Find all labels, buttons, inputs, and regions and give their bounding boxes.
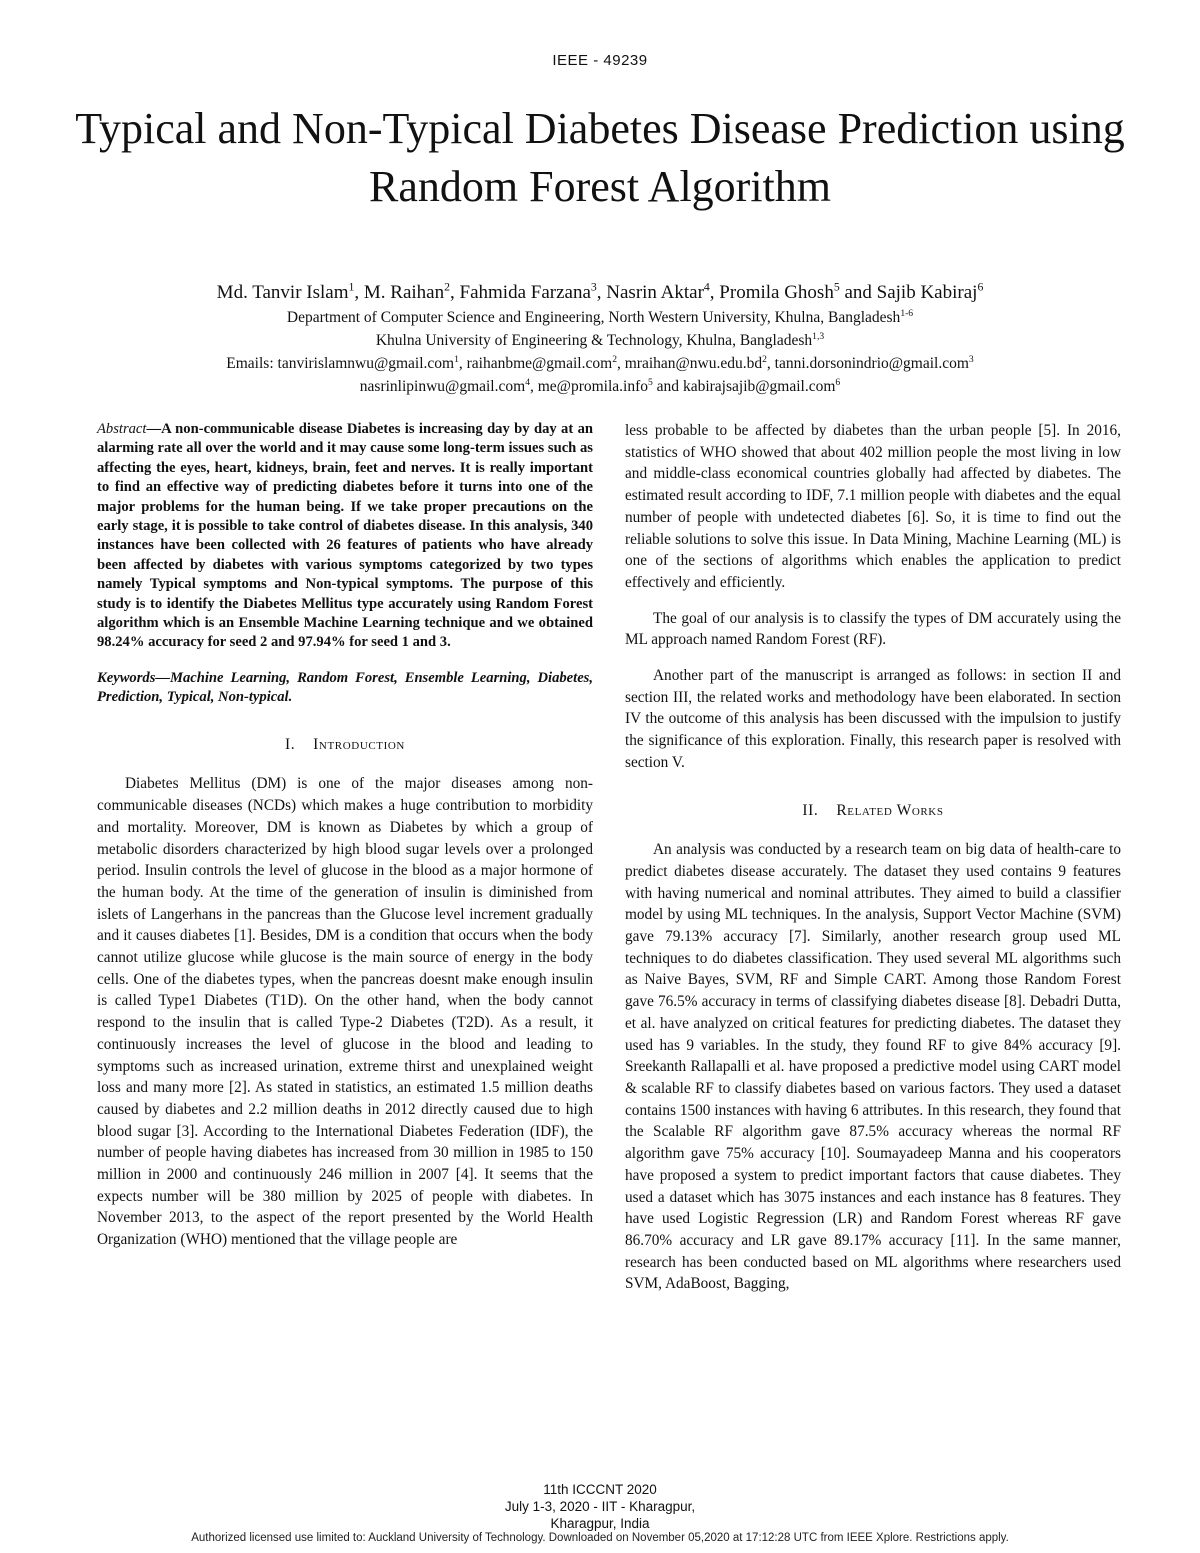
author-index: 1 (348, 280, 355, 294)
keywords (97, 669, 593, 708)
email-index: 1 (454, 353, 459, 365)
section-title: Introduction (313, 735, 405, 753)
email-line-1: Emails: tanvirislamnwu@gmail.com$^1$, raihanbme@gmail.com$^2$, $mraihan@nwu.edu.bd^2$, tanni.dorsonindrio@gmail.com$^3$ (226, 353, 974, 372)
abstract-text: —A non-communicable disease Diabetes is increasing day by day at an alarming rate all over the world and it may cause some long-term issues such as affecting the eyes, heart, kidneys, brain, feet and nerves. It is really important to find an effective way of predicting diabetes before it turns into one of the major problems for the human being. If we take proper precautions on the early stage, it is possible to take control of diabetes disease. In this analysis, 340 instances have been collected with 26 features of patients who have already been affected by diabetes with various symptoms categorized by two types namely Typical symptoms and Non-typical symptoms. The purpose of this study is to identify the Diabetes Mellitus type accurately using Random Forest algorithm which is an Ensemble Machine Learning technique and we obtained 98.24% accuracy for seed 2 and 97.94% for seed 1 and 3. (97, 421, 593, 651)
keywords-lead: Keywords (97, 669, 156, 686)
email-address: mraihan@nwu.edu.bd (624, 355, 763, 372)
right-column (625, 420, 1121, 1309)
email-index: 2 (762, 353, 767, 365)
abstract-lead: Abstract (97, 421, 147, 437)
affiliation-1 (60, 306, 1140, 329)
email-index: 2 (612, 353, 617, 365)
author-index: 3 (590, 280, 597, 294)
email-index: 4 (525, 376, 530, 388)
section-heading-related-works (625, 800, 1121, 822)
email-address: tanvirislamnwu@gmail.com (277, 355, 455, 372)
paragraph: less probable to be affected by diabetes than the urban people [5]. In 2016, statistics of WHO showed that about 402 million people the most living in low and middle-class economical countries globally had affected by diabetes. The estimated result according to IDF, 7.1 million people with diabetes and the equal number of people with undetected diabetes [6]. So, it is time to find out the reliable solutions to solve this issue. In Data Mining, Machine Learning (ML) is one of the sections of algorithms which enables the application to predict effectively and efficiently. (625, 422, 1121, 591)
email-address: tanni.dorsonindrio@gmail.com (774, 355, 969, 372)
page-footer (0, 1481, 1200, 1532)
author-name: Sajib Kabiraj (876, 282, 978, 303)
emails-label: Emails: (226, 355, 274, 372)
left-column (97, 420, 593, 1265)
affiliation-index: 1-6 (900, 307, 914, 319)
footer-location: Kharagpur, India (550, 1516, 650, 1531)
section-title: Related Works (836, 801, 944, 819)
author-index: 6 (977, 280, 984, 294)
keywords-text: —Machine Learning, Random Forest, Ensemble Learning, Diabetes, Prediction, Typical, Non-typical. (97, 669, 593, 706)
paragraph: An analysis was conducted by a research team on big data of health-care to predict diabetes disease accurately. The dataset they used contains 9 features with having numerical and nominal attributes. They aimed to build a classifier model by using ML techniques. In the analysis, Support Vector Machine (SVM) gave 79.13% accuracy [7]. Similarly, another research group used ML techniques to do diabetes classification. They used several ML algorithms such as Naive Bayes, SVM, RF and Simple CART. Among those Random Forest gave 76.5% accuracy in terms of classifying diabetes disease [8]. Debadri Dutta, et al. have analyzed on critical features for predicting diabetes. The dataset they used has 9 variables. In the study, they found RF to give 84% accuracy [9]. Sreekanth Rallapalli et al. have proposed a predictive model using CART model & scalable RF to classify diabetes based on various factors. They used a dataset contains 1500 instances with having 6 attributes. In this research, they found that the Scalable RF algorithm gave 87.5% accuracy whereas the normal RF algorithm gave 75% accuracy [10]. Soumayadeep Manna and his cooperators have proposed a system to predict important factors that cause diabetes. They used a dataset which has 3075 instances and each instance has 8 features. They have used Logistic Regression (LR) and Random Forest whereas RF gave 86.70% accuracy and LR gave 89.17% accuracy [11]. In the same manner, research has been conducted based on ML algorithms where researchers used SVM, AdaBoost, Bagging, (625, 841, 1121, 1293)
author-name: Nasrin Aktar (606, 282, 704, 303)
section-number: I. (285, 735, 296, 753)
email-address: kabirajsajib@gmail.com (682, 378, 836, 395)
email-line-2: nasrinlipinwu@gmail.com$^4$, me@promila.info$^5$ and kabirajsajib@gmail.com$^6$ (359, 376, 841, 395)
email-address: me@promila.info (537, 378, 648, 395)
affiliation-text: Department of Computer Science and Engineering, North Western University, Khulna, Bangladesh (286, 309, 901, 326)
paragraph: Another part of the manuscript is arranged as follows: in section II and section III, the related works and methodology have been elaborated. In section IV the outcome of this analysis has been discussed with the impulsion to justify the significance of this exploration. Finally, this research paper is resolved with section V. (625, 667, 1121, 771)
email-address: nasrinlipinwu@gmail.com (359, 378, 526, 395)
paragraph: Diabetes Mellitus (DM) is one of the major diseases among non-communicable diseases (NCDs) which makes a huge contribution to morbidity and mortality. Moreover, DM is known as Diabetes by which a group of metabolic disorders characterized by high blood sugar levels over a prolonged period. Insulin controls the level of glucose in the blood as a major hormone of the human body. At the time of the generation of insulin is diminished from islets of Langerhans in the pancreas than the Glucose level increment gradually and it causes diabetes [1]. Besides, DM is a condition that occurs when the body cannot utilize glucose while glucose is the main source of energy in the body cells. One of the diabetes types, when the pancreas doesnt make enough insulin is called Type1 Diabetes (T1D). On the other hand, when the body cannot respond to the insulin that is called Type-2 Diabetes (T2D). As a result, it continuously increases the level of glucose in the blood and leading to symptoms such as increased urination, extreme thirst and unexplained weight loss and many more [2]. As stated in statistics, an estimated 1.5 million deaths caused by diabetes and 2.2 million deaths in 2012 directly caused due to high blood sugar [3]. According to the International Diabetes Federation (IDF), the number of people having diabetes has increased from 30 million in 1985 to 150 million in 2000 and continuously 246 million in 2007 [4]. It seems that the expects number will be 380 million by 2025 of people with diabetes. In November 2013, to the aspect of the report presented by the World Health Organization (WHO) mentioned that the village people are (97, 775, 593, 1249)
author-block (60, 280, 1140, 398)
author-name: Md. Tanvir Islam (216, 282, 349, 303)
footer-date-venue: July 1-3, 2020 - IIT - Kharagpur, (504, 1499, 696, 1514)
conference-id: IEEE - 49239 (552, 52, 648, 69)
author-name: Promila Ghosh (719, 282, 834, 303)
section-number: II. (802, 801, 819, 819)
affiliation-index: 1,3 (812, 330, 825, 342)
author-name: M. Raihan (363, 282, 445, 303)
affiliation-2 (60, 329, 1140, 352)
email-address: raihanbme@gmail.com (466, 355, 613, 372)
footer-conference: 11th ICCCNT 2020 (543, 1482, 657, 1497)
license-notice: Authorized licensed use limited to: Auckland University of Technology. Downloaded on November 05,2020 at 17:12:28 UTC from IEEE Xplore. Restrictions apply. (191, 1532, 1009, 1544)
email-index: 3 (968, 353, 974, 365)
author-name: Fahmida Farzana (459, 282, 591, 303)
email-conjunction: and (656, 378, 680, 395)
email-index: 5 (648, 376, 653, 388)
email-index: 6 (835, 376, 841, 388)
author-index: 2 (444, 280, 451, 294)
section-heading-introduction (97, 734, 593, 756)
author-index: 4 (703, 280, 710, 294)
paragraph: The goal of our analysis is to classify the types of DM accurately using the ML approach named Random Forest (RF). (625, 609, 1121, 649)
author-list: Md. Tanvir Islam$^1$, M. Raihan$^2$, Fahmida Farzana$^3$, Nasrin Aktar$^4$, Promila Ghosh$^5$ and Sajib Kabiraj$^6$ (216, 280, 984, 303)
paper-title: Typical and Non-Typical Diabetes Disease Prediction using Random Forest Algorithm (75, 104, 1125, 211)
affiliation-text: Khulna University of Engineering & Technology, Khulna, Bangladesh (375, 332, 813, 349)
abstract (97, 420, 593, 653)
author-index: 5 (833, 280, 840, 294)
